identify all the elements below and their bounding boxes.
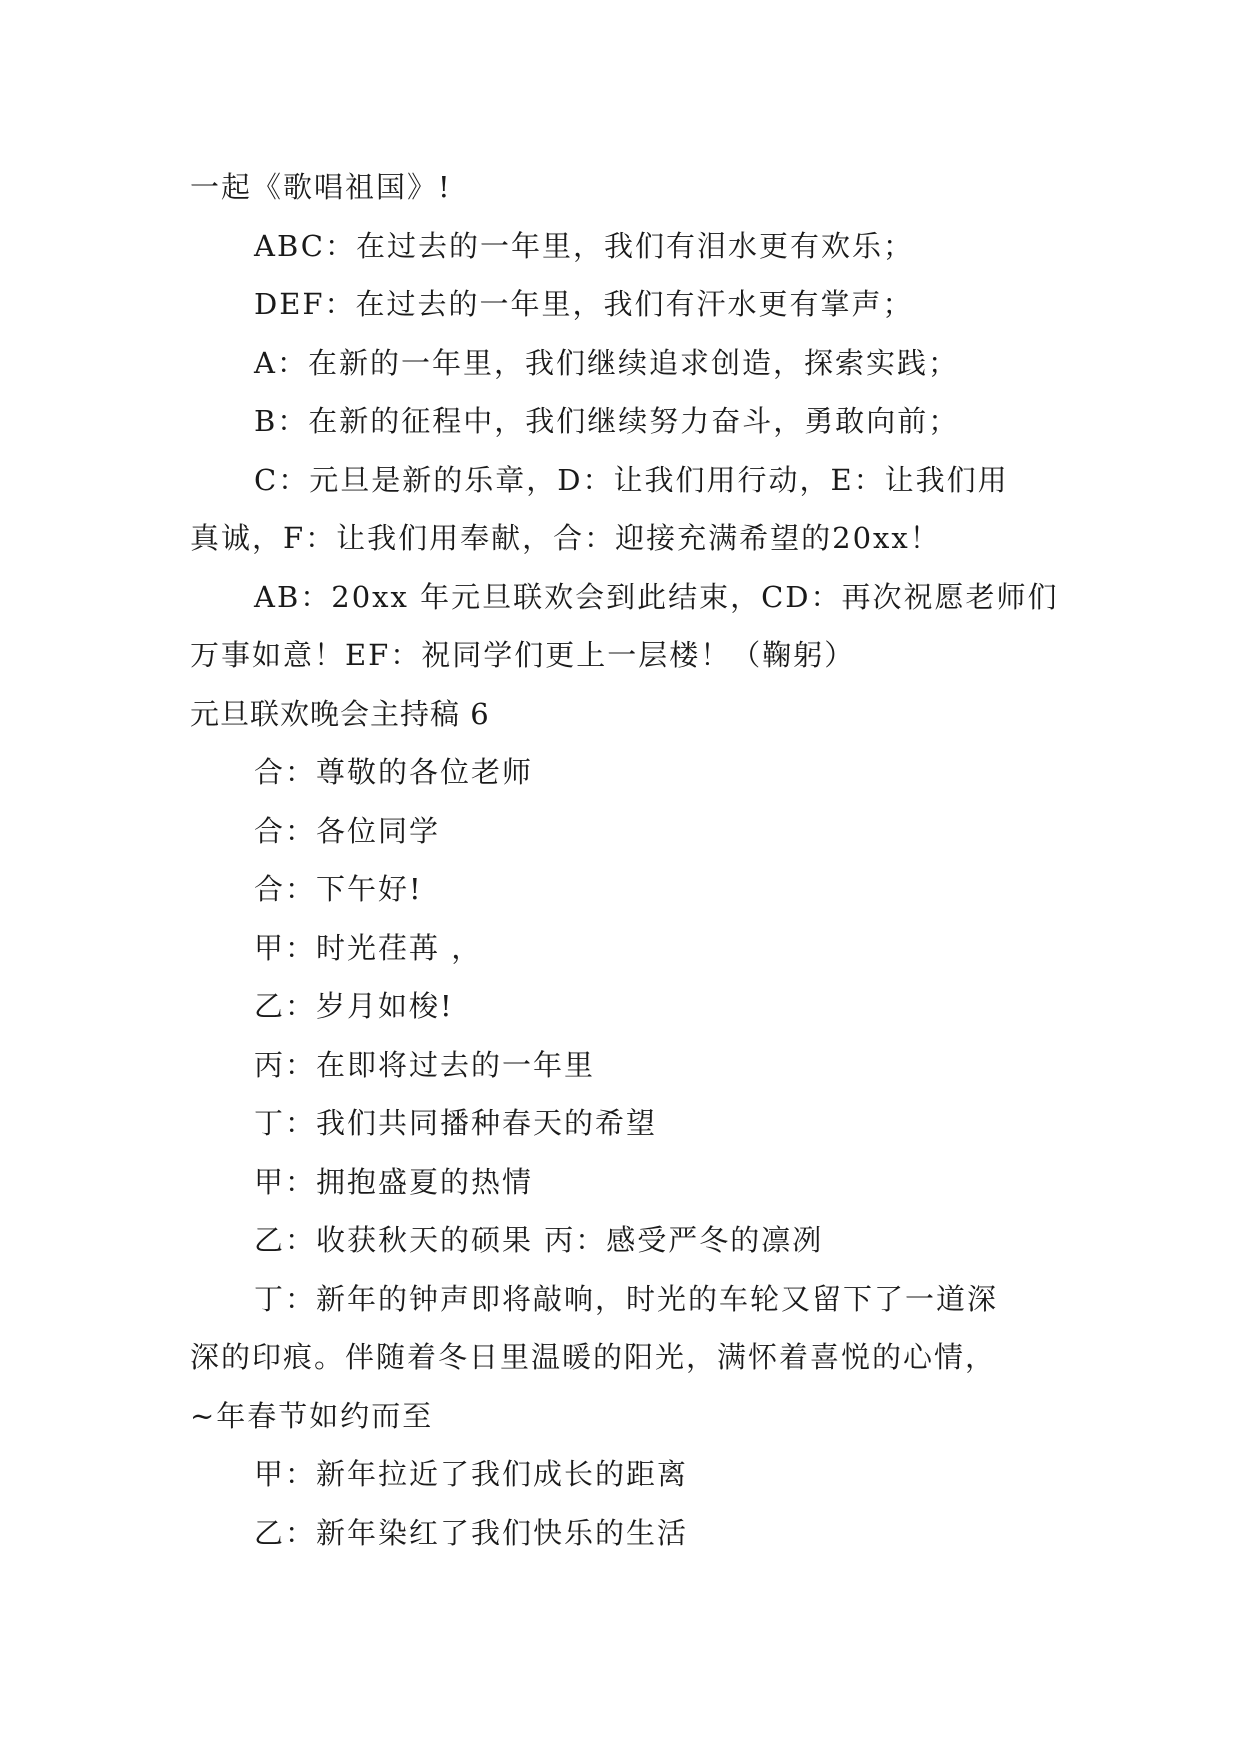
paragraph-line: 合：下午好! [254, 872, 423, 906]
paragraph-line: 丁：我们共同播种春天的希望 [254, 1106, 658, 1140]
paragraph-line: 万事如意！EF：祝同学们更上一层楼！（鞠躬） [190, 638, 856, 672]
paragraph-line: A：在新的一年里，我们继续追求创造，探索实践； [254, 345, 959, 380]
paragraph-line: C：元旦是新的乐章，D：让我们用行动，E：让我们用 [254, 462, 1009, 497]
paragraph-line: 一起《歌唱祖国》! [190, 170, 452, 204]
paragraph-line: DEF：在过去的一年里，我们有汗水更有掌声； [254, 287, 914, 321]
paragraph-line: 甲：新年拉近了我们成长的距离 [254, 1457, 689, 1491]
paragraph-line: 深的印痕。伴随着冬日里温暖的阳光，满怀着喜悦的心情， [190, 1340, 997, 1374]
section-heading: 元旦联欢晚会主持稿 6 [190, 696, 490, 731]
paragraph-line: 乙：收获秋天的硕果 丙：感受严冬的凛冽 [254, 1223, 824, 1257]
paragraph-line: 甲：拥抱盛夏的热情 [254, 1164, 534, 1199]
paragraph-line: 合：尊敬的各位老师 [254, 755, 534, 789]
paragraph-line: ~年春节如约而至 [190, 1398, 434, 1433]
paragraph-line: 乙：岁月如梭! [254, 989, 454, 1023]
paragraph-line: 乙：新年染红了我们快乐的生活 [254, 1515, 689, 1550]
paragraph-line: ABC：在过去的一年里，我们有泪水更有欢乐； [254, 228, 914, 263]
paragraph-line: 丁：新年的钟声即将敲响，时光的车轮又留下了一道深 [254, 1281, 999, 1316]
paragraph-line: 丙：在即将过去的一年里 [254, 1047, 596, 1082]
document-body [190, 158, 1070, 1562]
paragraph-line: 合：各位同学 [254, 813, 441, 848]
paragraph-line: 甲：时光荏苒 ， [254, 930, 483, 965]
paragraph-line: 真诚，F：让我们用奉献，合：迎接充满希望的20xx！ [190, 521, 941, 555]
paragraph-line: AB：20xx 年元旦联欢会到此结束，CD：再次祝愿老师们 [254, 579, 1059, 614]
paragraph-line: B：在新的征程中，我们继续努力奋斗，勇敢向前； [254, 404, 960, 438]
